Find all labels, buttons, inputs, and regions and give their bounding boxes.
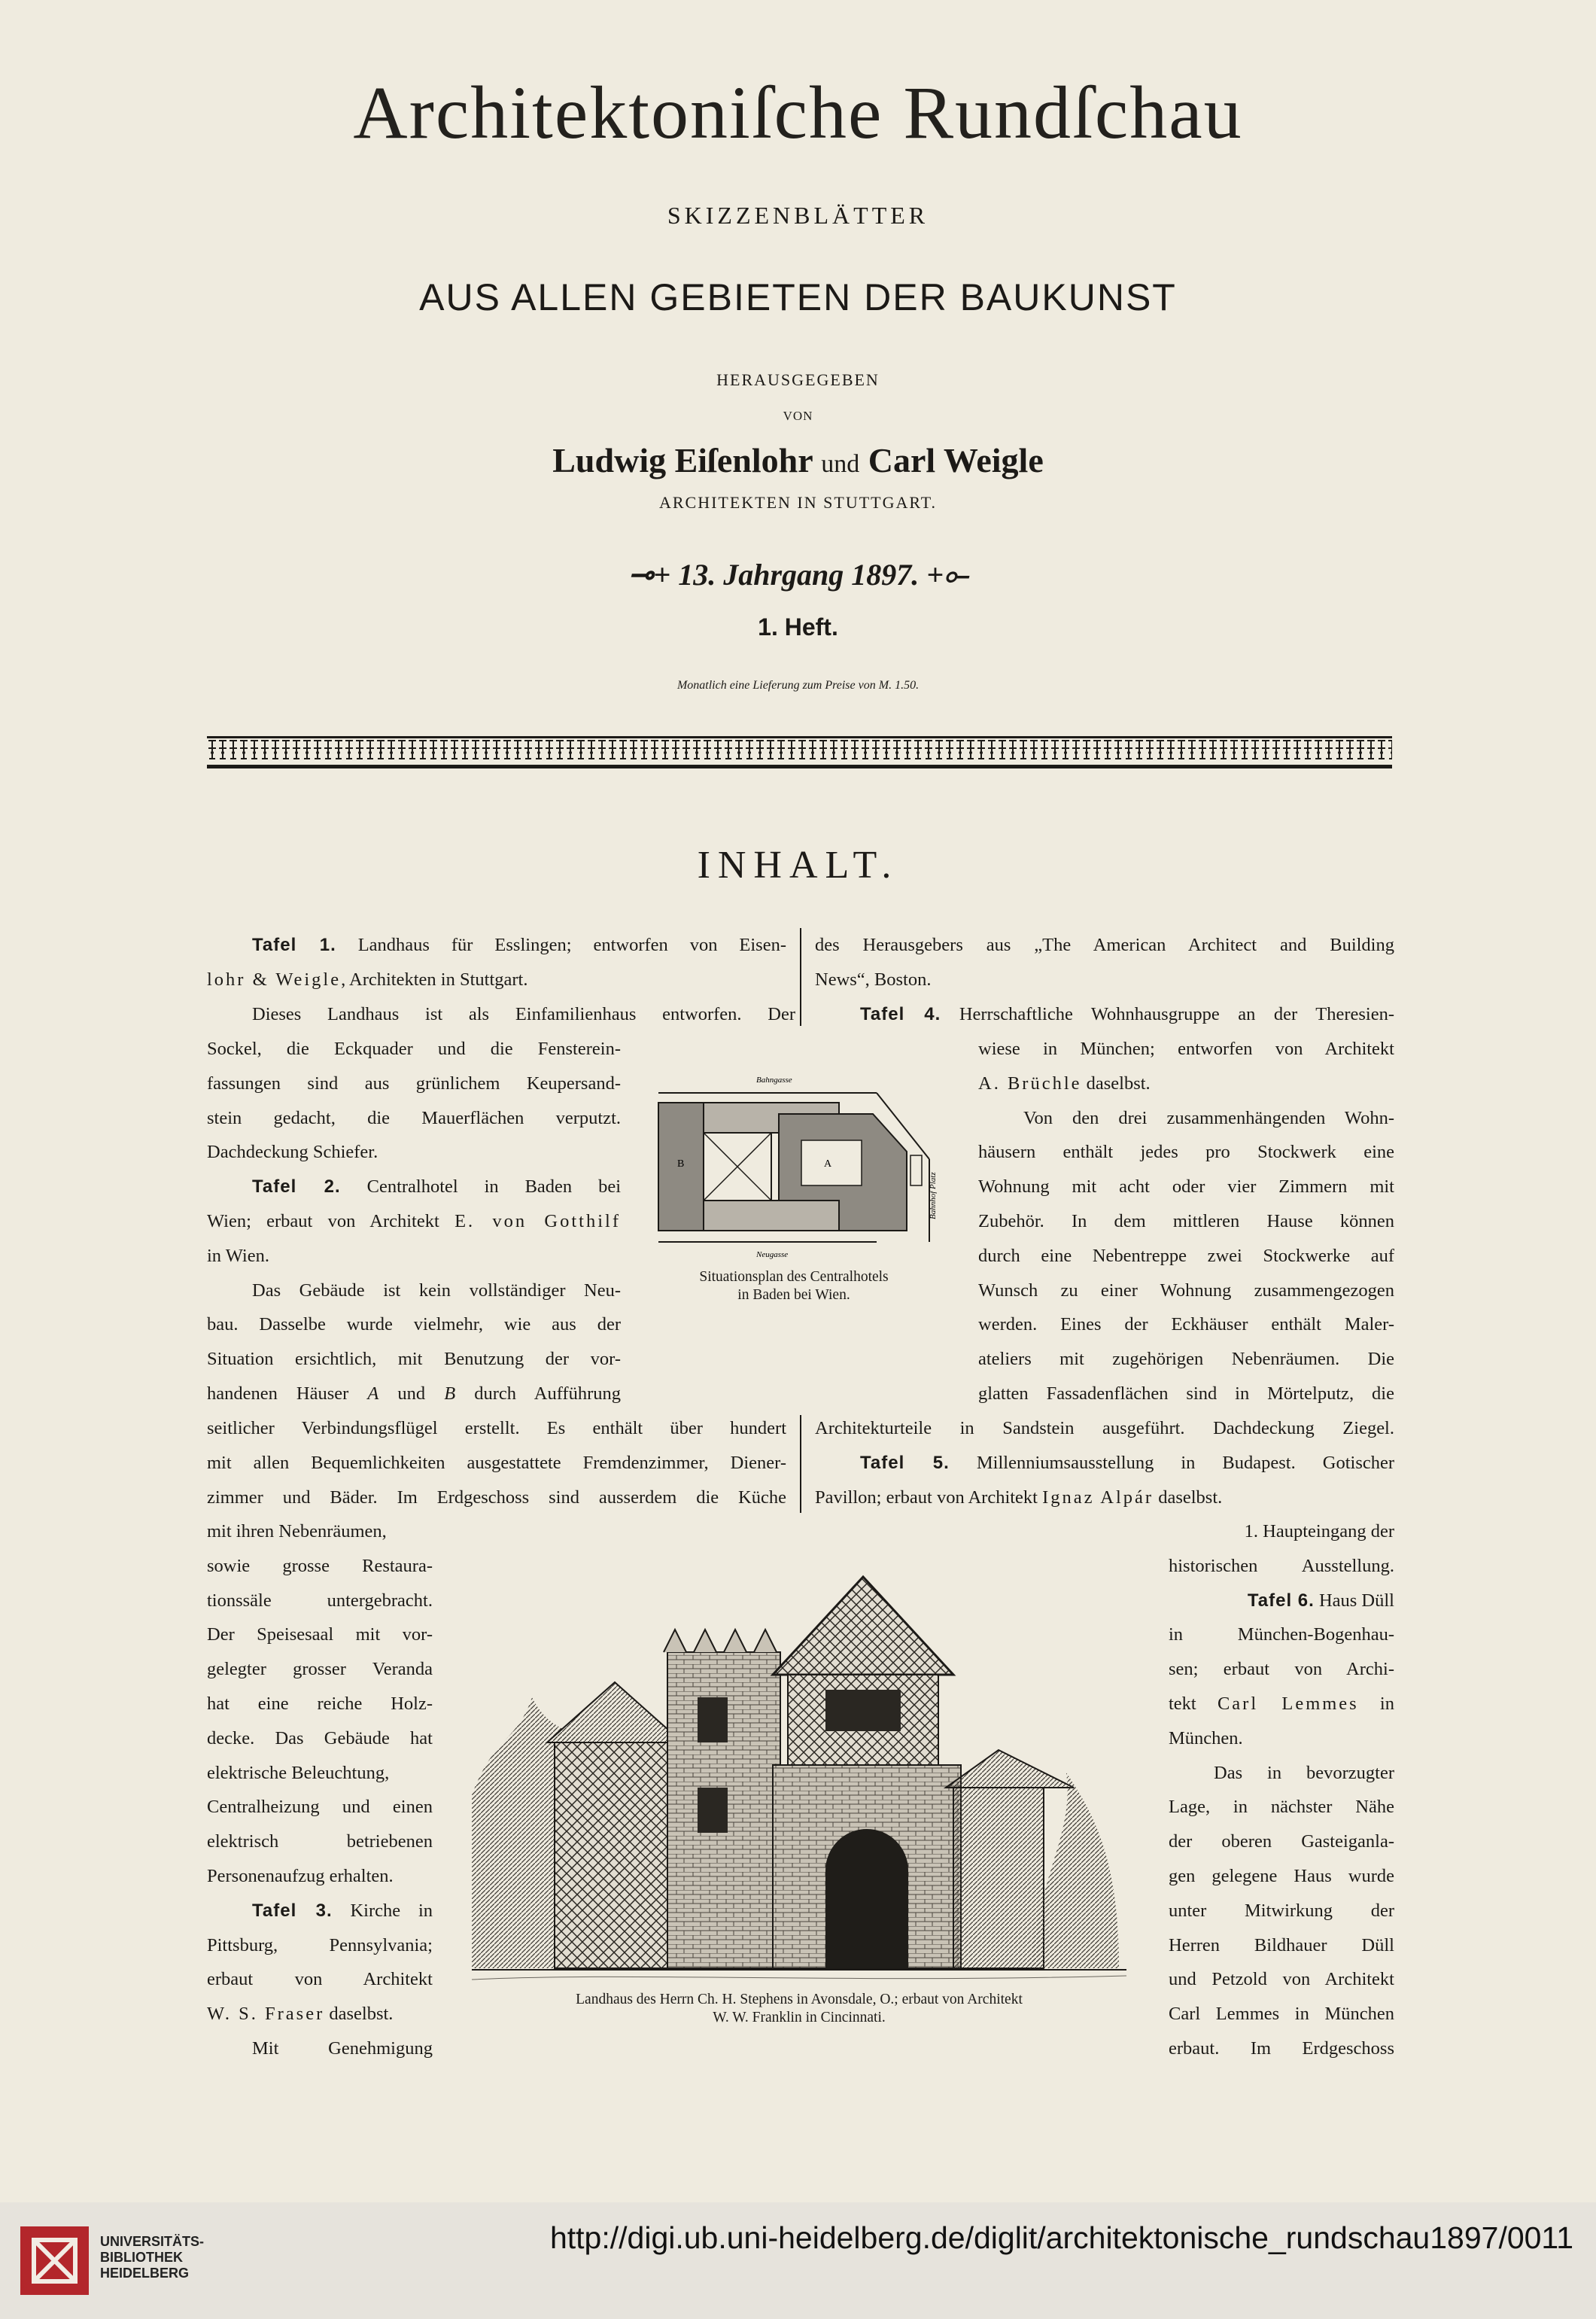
tafel-2-text-line: Situation ersichtlich, mit Benutzung der vor- <box>207 1349 621 1370</box>
tafel-2-text-part: handenen Häuser <box>207 1383 368 1404</box>
tafel-6-text-line: erbaut. Im Erdgeschoss <box>1169 2037 1394 2059</box>
site-plan-figure <box>651 1069 937 1310</box>
contents-heading: INHALT. <box>697 844 899 887</box>
tafel-2-label: Tafel 2. <box>252 1176 341 1198</box>
university-library-logo-icon <box>19 2225 90 2296</box>
tafel-4-text-line: Architekturteile in Sandstein ausgeführt. Dachdeckung Ziegel. <box>815 1418 1394 1438</box>
tafel-2-text-part: und <box>378 1383 445 1404</box>
issue-number: 1. Heft. <box>758 613 838 641</box>
editor-2: Carl Weigle <box>868 441 1044 479</box>
tafel-5-line-1: Millenniumsausstellung in Budapest. Gotischer <box>976 1452 1394 1473</box>
tafel-4-line-1: Herrschaftliche Wohnhausgruppe an der Theresien- <box>959 1003 1394 1024</box>
house-a-label: A <box>367 1383 379 1404</box>
house-caption-line-1: Landhaus des Herrn Ch. H. Stephens in Avonsdale, O.; erbaut von Architekt <box>576 1992 1023 2007</box>
tafel-6-architect: Carl Lemmes <box>1217 1693 1359 1714</box>
tafel-2-description-wide <box>207 1411 786 1514</box>
herausgegeben-label: HERAUSGEGEBEN <box>716 370 880 389</box>
tafel-3-architect: W. S. Fraser <box>207 2004 325 2025</box>
tafel-6-text-line: der oberen Gasteiganla- <box>1169 1831 1394 1852</box>
tafel-4-text-part: daselbst. <box>1081 1073 1151 1094</box>
site-plan-caption-line-2: in Baden bei Wien. <box>737 1287 850 1303</box>
tafel-2-text-line: decke. Das Gebäude hat <box>207 1727 433 1748</box>
tafel-1-label: Tafel 1. <box>252 935 336 955</box>
tafel-2-text-line: hat eine reiche Holz- <box>207 1693 433 1714</box>
tafel-5-text-part: daselbst. <box>1154 1487 1223 1508</box>
tafel-6-text-line: und Petzold von Architekt <box>1169 1969 1394 1990</box>
house-engraving <box>472 1547 1126 1987</box>
tafel-6-text-line: Herren Bildhauer Düll <box>1169 1934 1394 1955</box>
tafel-1-text-line: fassungen sind aus grünlichem Keupersand- <box>207 1073 621 1094</box>
plan-street-label-bottom: Neugasse <box>756 1250 789 1259</box>
column-divider <box>800 928 801 1026</box>
tafel-2-text-line: Centralheizung und einen <box>207 1797 433 1818</box>
tafel-1-text-line: Dieses Landhaus ist als Einfamilienhaus entworfen. Der <box>252 1004 795 1024</box>
tafel-2-text-line: Das Gebäude ist kein vollständiger Neu- <box>252 1280 621 1301</box>
tafel-2-text-line: mit ihren Nebenräumen, <box>207 1521 387 1541</box>
tafel-6-text-line: sen; erbaut von Archi- <box>1169 1659 1394 1680</box>
tafel-1-description-narrow <box>207 1032 621 1411</box>
tafel-2-text-line: gelegter grosser Veranda <box>207 1659 433 1680</box>
tafel-4-architect: A. Brüchle <box>978 1073 1082 1094</box>
tafel-1-architects: lohr & Weigle <box>207 969 342 990</box>
tafel-5-text-line: 1. Haupteingang der <box>1244 1521 1394 1541</box>
right-column-narrow <box>978 1032 1394 1411</box>
tafel-6-label: Tafel 6. <box>1247 1590 1315 1611</box>
library-name-line-3: HEIDELBERG <box>100 2266 190 2281</box>
tafel-6-line-1: Haus Düll <box>1318 1590 1394 1611</box>
tafel-5-architect: Ignaz Alpár <box>1042 1487 1154 1508</box>
plan-street-label-right: Bahnhof Platz <box>929 1172 937 1219</box>
tafel-3-text-line: erbaut von Architekt <box>207 1969 433 1990</box>
plan-house-b-label: B <box>677 1158 685 1170</box>
tafel-2-text-line: mit allen Bequemlichkeiten ausgestattete Fremdenzimmer, Diener- <box>207 1452 786 1473</box>
tafel-5-text-line: historischen Ausstellung. <box>1169 1555 1394 1576</box>
plan-street-label-top: Bahngasse <box>756 1076 792 1085</box>
tafel-2-text-line: Personenaufzug erhalten. <box>207 1865 394 1886</box>
tafel-1-description <box>207 997 795 1032</box>
von-label: VON <box>783 409 813 423</box>
library-name <box>100 2234 204 2281</box>
tafel-4-text-line: durch eine Nebentreppe zwei Stockwerke auf <box>978 1245 1394 1266</box>
tafel-1-text-line: Dachdeckung Schiefer. <box>207 1142 378 1163</box>
tafel-3-label: Tafel 3. <box>252 1900 333 1921</box>
ornament-right-icon: +⟜ <box>919 558 968 592</box>
column-divider <box>800 1415 801 1513</box>
architects-line: ARCHITEKTEN IN STUTTGART. <box>658 493 938 512</box>
viewer-footer <box>0 2202 1596 2319</box>
tafel-6-text-line: München. <box>1169 1727 1243 1748</box>
tafel-1-text-line: stein gedacht, die Mauerflächen verputzt. <box>207 1107 621 1128</box>
tafel-1-text-line: Sockel, die Eckquader und die Fensterein- <box>207 1039 621 1059</box>
und-label: und <box>821 450 860 478</box>
house-illustration-figure <box>472 1547 1126 2025</box>
price-line: Monatlich eine Lieferung zum Preise von M. 1.50. <box>676 679 920 692</box>
tafel-3-text-line: Pittsburg, Pennsylvania; <box>207 1934 433 1955</box>
tafel-6-text-line: Lage, in nächster Nähe <box>1169 1797 1394 1818</box>
tafel-6-text-line: Das in bevorzugter <box>1214 1762 1394 1783</box>
house-caption-line-2: W. W. Franklin in Cincinnati. <box>713 2010 886 2025</box>
tafel-1-line-2: , Architekten in Stuttgart. <box>341 969 528 990</box>
tafel-2-text-line: sowie grosse Restaura- <box>207 1555 433 1576</box>
library-name-line-1: UNIVERSITÄTS- <box>100 2234 205 2249</box>
right-column-top <box>815 928 1394 1031</box>
tafel-3-text-line: des Herausgebers aus „The American Architect and Building <box>815 935 1394 955</box>
plan-house-a-label: A <box>824 1158 832 1170</box>
tafel-2-text-line: tionssäle untergebracht. <box>207 1590 433 1611</box>
left-column-narrow <box>207 1514 433 2066</box>
tafel-4-text-line: wiese in München; entworfen von Architekt <box>978 1039 1394 1059</box>
year-line <box>0 557 1596 592</box>
tafel-2-text-line: seitlicher Verbindungsflügel erstellt. Es enthält über hundert <box>207 1418 786 1438</box>
tafel-3-text-part: daselbst. <box>324 2004 394 2025</box>
tafel-6-text-line: unter Mitwirkung der <box>1169 1900 1394 1921</box>
ornamental-border <box>207 736 1392 771</box>
tafel-4-text-line: Wohnung mit acht oder vier Zimmern mit <box>978 1176 1394 1198</box>
tafel-4-text-line: Zubehör. In dem mittleren Hause können <box>978 1210 1394 1231</box>
library-name-line-2: BIBLIOTHEK <box>100 2250 183 2265</box>
tafel-4-text-line: werden. Eines der Eckhäuser enthält Maler- <box>978 1314 1394 1335</box>
tafel-2-text-line: zimmer und Bäder. Im Erdgeschoss sind ausserdem die Küche <box>207 1487 786 1508</box>
house-b-label: B <box>444 1383 456 1404</box>
ornament-left-icon: ⊸+ <box>628 558 679 592</box>
tafel-2-text-line: Der Speisesaal mit vor- <box>207 1624 433 1645</box>
site-plan-caption-line-1: Situationsplan des Centralhotels <box>699 1269 889 1285</box>
tafel-2-line-1: Centralhotel in Baden bei <box>366 1176 621 1198</box>
journal-subtitle-gebiete: AUS ALLEN GEBIETEN DER BAUKUNST <box>419 276 1177 318</box>
tafel-3-text-line: News“, Boston. <box>815 969 932 990</box>
year-text: 13. Jahrgang 1897. <box>678 558 920 592</box>
tafel-6-text-part: in <box>1358 1693 1394 1714</box>
tafel-2-architect: E. von Gotthilf <box>454 1210 621 1231</box>
tafel-4-text-line: ateliers mit zugehörigen Nebenräumen. Die <box>978 1349 1394 1370</box>
permalink-url[interactable]: http://digi.ub.uni-heidelberg.de/diglit/architektonische_rundschau1897/0011 <box>549 2220 1573 2255</box>
left-column-top <box>207 928 786 997</box>
tafel-2-text-part: durch Aufführung <box>455 1383 621 1404</box>
editors <box>0 440 1596 480</box>
tafel-4-text-line: Von den drei zusammenhängenden Wohn- <box>1023 1107 1394 1128</box>
tafel-5-text-part: Pavillon; erbaut von Architekt <box>815 1487 1043 1508</box>
tafel-1-line-1: Landhaus für Esslingen; entworfen von Eisen- <box>357 935 786 955</box>
right-column-bottom <box>1169 1514 1394 2066</box>
tafel-5-label: Tafel 5. <box>860 1452 950 1473</box>
journal-title: Architektoniſche Rundſchau <box>353 71 1243 154</box>
tafel-6-text-line: Carl Lemmes in München <box>1169 2004 1394 2025</box>
tafel-2-text-line: bau. Dasselbe wurde vielmehr, wie aus der <box>207 1314 621 1335</box>
tafel-6-text-part: tekt <box>1169 1693 1218 1714</box>
tafel-4-text-line: häusern enthält jedes pro Stockwerk eine <box>978 1142 1394 1163</box>
tafel-2-line-2: Wien; erbaut von Architekt <box>207 1210 455 1231</box>
tafel-6-text-line: gen gelegene Haus wurde <box>1169 1865 1394 1886</box>
tafel-2-text-line: in Wien. <box>207 1245 269 1266</box>
tafel-6-text-line: in München-Bogenhau- <box>1169 1624 1394 1645</box>
journal-subtitle-skizzenblaetter: SKIZZENBLÄTTER <box>667 202 929 229</box>
tafel-4-label: Tafel 4. <box>860 1003 941 1024</box>
tafel-4-text-line: Wunsch zu einer Wohnung zusammengezogen <box>978 1280 1394 1301</box>
site-plan-drawing <box>651 1069 937 1264</box>
tafel-3-line-1: Kirche in <box>350 1900 433 1921</box>
tafel-2-text-line: elektrische Beleuchtung, <box>207 1762 390 1783</box>
tafel-3-text-line: Mit Genehmigung <box>252 2037 433 2059</box>
tafel-2-text-line: elektrisch betriebenen <box>207 1831 433 1852</box>
right-column-wide <box>815 1411 1394 1514</box>
tafel-4-text-line: glatten Fassadenflächen sind in Mörtelputz, die <box>978 1383 1394 1404</box>
editor-1: Ludwig Eiſenlohr <box>552 441 813 479</box>
